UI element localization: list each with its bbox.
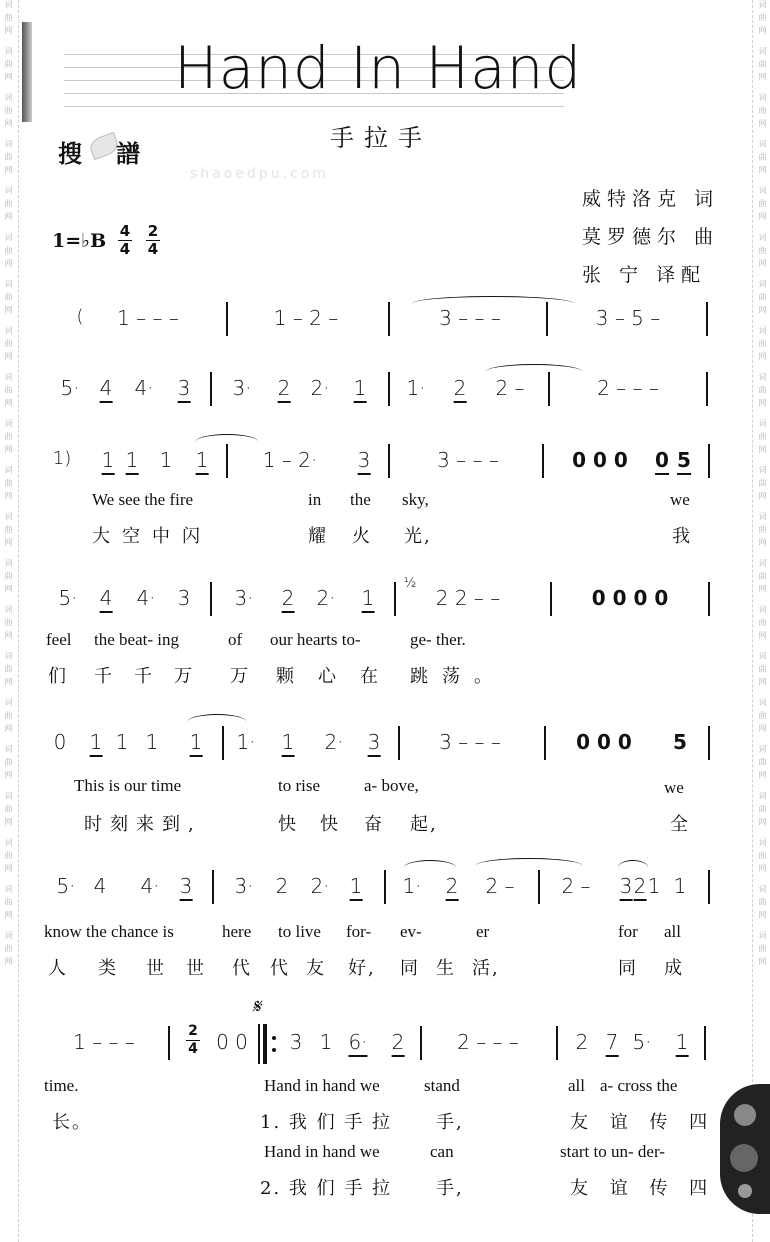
barline bbox=[708, 582, 710, 616]
barline bbox=[708, 444, 710, 478]
barline bbox=[704, 1026, 706, 1060]
note: 0 bbox=[53, 730, 67, 754]
lyric-cn: 友 谊 传 四 bbox=[570, 1112, 716, 1133]
song-title: Hand In Hand bbox=[174, 34, 583, 102]
lyric-en: know the chance is bbox=[44, 922, 174, 941]
lyric-en: start to un- der- bbox=[560, 1142, 665, 1161]
note: 2 bbox=[278, 376, 291, 403]
lyric-en: a- cross the bbox=[600, 1076, 678, 1095]
logo-site: shaoedpu.com bbox=[190, 166, 329, 182]
barline bbox=[226, 302, 228, 336]
time-signature-change: 2 4 bbox=[186, 1024, 200, 1057]
note: 1 bbox=[282, 730, 295, 757]
note: 2· bbox=[324, 730, 344, 754]
lyric-cn: 光, bbox=[404, 526, 432, 547]
lyric-cn: 全 bbox=[670, 814, 690, 835]
note: 1 bbox=[90, 730, 103, 757]
barline bbox=[210, 372, 212, 406]
lyric-cn: 友 bbox=[306, 958, 326, 979]
note: 1 bbox=[115, 730, 129, 754]
lyric-en: can bbox=[430, 1142, 454, 1161]
barline bbox=[388, 444, 390, 478]
note: 5· bbox=[56, 874, 76, 898]
right-edge-line bbox=[752, 0, 754, 1242]
note: 1 bbox=[647, 874, 661, 898]
note-group: 3 – – – bbox=[439, 730, 501, 754]
lyric-en: all bbox=[664, 922, 681, 941]
note: 3 bbox=[358, 448, 371, 475]
note: 5· bbox=[632, 1030, 652, 1054]
note: 4· bbox=[136, 586, 156, 610]
lyric-en: feel bbox=[46, 630, 72, 649]
note: 4· bbox=[134, 376, 154, 400]
lyric-cn: 活, bbox=[472, 958, 500, 979]
key-signature: 1=♭B bbox=[52, 230, 107, 252]
barline bbox=[708, 870, 710, 904]
note: 1 bbox=[196, 448, 209, 475]
barline bbox=[550, 582, 552, 616]
barline bbox=[546, 302, 548, 336]
page-corner-shadow bbox=[22, 22, 32, 122]
lyric-en: sky, bbox=[402, 490, 429, 509]
note-group: 2 – bbox=[495, 376, 525, 400]
lyric-en: ev- bbox=[400, 922, 422, 941]
lyric-cn: 我 bbox=[672, 526, 692, 547]
repeat-paren: 1) bbox=[52, 448, 72, 469]
note: 1 bbox=[354, 376, 367, 403]
barline bbox=[168, 1026, 170, 1060]
barline bbox=[542, 444, 544, 478]
note: 2 bbox=[282, 586, 295, 613]
lyric-en: our hearts to- bbox=[270, 630, 361, 649]
barline bbox=[706, 302, 708, 336]
note: 2 bbox=[454, 376, 467, 403]
note: 1 bbox=[350, 874, 363, 901]
lyric-cn: 成 bbox=[664, 958, 684, 979]
tie-slur bbox=[404, 860, 456, 875]
barline bbox=[210, 582, 212, 616]
tie-slur bbox=[476, 858, 582, 873]
lyric-cn: 世 bbox=[146, 958, 166, 979]
time-signature-4-4: 4 4 bbox=[119, 222, 131, 258]
lyric-cn: 1. 我 们 手 拉 bbox=[260, 1112, 393, 1133]
side-watermark-left: 词曲网 词曲网 词曲网 词曲网 词曲网 词曲网 词曲网 词曲网 词曲网 词曲网 词曲网 词曲网 词曲网 词曲网 词曲网 词曲网 词曲网 词曲网 词曲网 词曲网 词曲网 bbox=[4, 0, 13, 970]
note: 3 bbox=[177, 586, 191, 610]
lyric-en: ge- ther. bbox=[410, 630, 466, 649]
note: 7 bbox=[606, 1030, 619, 1057]
note-group: 1 – – – bbox=[117, 306, 179, 330]
barline bbox=[222, 726, 224, 760]
note: 5 bbox=[677, 448, 691, 475]
note: 0 bbox=[655, 448, 669, 475]
lyric-en: of bbox=[228, 630, 243, 649]
barline bbox=[394, 582, 396, 616]
lyric-en: er bbox=[476, 922, 490, 941]
note: 2· bbox=[310, 376, 330, 400]
barline bbox=[388, 302, 390, 336]
note: 3· bbox=[234, 586, 254, 610]
lyric-cn: 世 bbox=[186, 958, 206, 979]
barline bbox=[544, 726, 546, 760]
note-group: 2 – – – bbox=[597, 376, 659, 400]
lyric-en: This is our time bbox=[74, 776, 182, 795]
barline bbox=[212, 870, 214, 904]
lyric-en: Hand in hand we bbox=[264, 1142, 380, 1161]
composer-credit: 莫罗德尔 曲 bbox=[582, 226, 720, 248]
repeat-paren: ( bbox=[76, 306, 84, 327]
note: 4 bbox=[93, 874, 107, 898]
lyric-en: for bbox=[618, 922, 638, 941]
note: 2 bbox=[575, 1030, 589, 1054]
note: 3 bbox=[180, 874, 193, 901]
lyric-cn: 同 bbox=[618, 958, 638, 979]
note: 1 bbox=[102, 448, 115, 475]
lyric-en: we bbox=[664, 778, 684, 797]
lyric-en: here bbox=[222, 922, 252, 941]
note-group: 3 – – – bbox=[437, 448, 499, 472]
repeat-dot bbox=[272, 1048, 276, 1052]
note-group: 0 0 0 0 bbox=[591, 586, 669, 610]
note: 1 bbox=[126, 448, 139, 475]
repeat-dot bbox=[272, 1036, 276, 1040]
lyric-cn: 手, bbox=[436, 1112, 464, 1133]
lyric-cn: 生 bbox=[436, 958, 456, 979]
lyric-cn: 人 bbox=[48, 958, 68, 979]
barline bbox=[398, 726, 400, 760]
lyric-cn: 们 bbox=[48, 666, 68, 687]
barline bbox=[538, 870, 540, 904]
lyric-en: for- bbox=[346, 922, 372, 941]
barline bbox=[420, 1026, 422, 1060]
lyric-cn: 友 谊 传 四 bbox=[570, 1178, 716, 1199]
note: 4· bbox=[140, 874, 160, 898]
note: 2 bbox=[634, 874, 647, 901]
lyric-cn: 时刻来到, bbox=[84, 814, 202, 835]
lyric-cn: 快 bbox=[320, 814, 340, 835]
note: 1 bbox=[319, 1030, 333, 1054]
lyric-cn: 奋 bbox=[364, 814, 384, 835]
translator-credit: 张 宁 译配 bbox=[582, 264, 707, 286]
note: 3· bbox=[232, 376, 252, 400]
lyric-en: the bbox=[350, 490, 371, 509]
lyric-cn: 跳荡。 bbox=[410, 666, 506, 687]
lyric-cn: 万 bbox=[230, 666, 250, 687]
tie-slur bbox=[618, 860, 648, 875]
lyric-cn: 快 bbox=[278, 814, 298, 835]
note: 2 bbox=[392, 1030, 405, 1057]
repeat-barline-thick bbox=[263, 1024, 267, 1064]
note: 1· bbox=[406, 376, 426, 400]
note: 1· bbox=[402, 874, 422, 898]
side-watermark-right: 词曲网 词曲网 词曲网 词曲网 词曲网 词曲网 词曲网 词曲网 词曲网 词曲网 词曲网 词曲网 词曲网 词曲网 词曲网 词曲网 词曲网 词曲网 词曲网 词曲网 词曲网 bbox=[758, 0, 767, 970]
note: 3 bbox=[289, 1030, 303, 1054]
note-group: 3 – 5 – bbox=[595, 306, 661, 330]
note: 3· bbox=[234, 874, 254, 898]
tie-slur bbox=[188, 714, 246, 729]
note: 2· bbox=[316, 586, 336, 610]
note: 1 bbox=[362, 586, 375, 613]
lyric-en: the beat- ing bbox=[94, 630, 179, 649]
lyric-cn: 代 bbox=[270, 958, 290, 979]
lyric-cn: 耀 bbox=[308, 526, 328, 547]
note: 2· bbox=[310, 874, 330, 898]
lyric-cn: 千 bbox=[94, 666, 114, 687]
lyric-cn: 万 bbox=[174, 666, 194, 687]
note-group: 2 2 – – bbox=[435, 586, 501, 610]
lyric-cn: 2. 我 们 手 拉 bbox=[260, 1178, 393, 1199]
header-staff-line bbox=[64, 106, 564, 107]
lyric-en: a- bove, bbox=[364, 776, 419, 795]
note-group: 2 – bbox=[561, 874, 591, 898]
lyric-en: to live bbox=[278, 922, 321, 941]
corner-decoration bbox=[720, 1084, 770, 1214]
logo-char-right: 譜 bbox=[116, 139, 140, 168]
note: 4 bbox=[100, 586, 113, 613]
segno-sign: 𝄋 bbox=[252, 994, 261, 1018]
note: 1 bbox=[673, 874, 687, 898]
note: 2 bbox=[446, 874, 459, 901]
lyric-cn: 颗 bbox=[276, 666, 296, 687]
left-edge-line bbox=[18, 0, 20, 1242]
note: 2 bbox=[275, 874, 289, 898]
note: 4 bbox=[100, 376, 113, 403]
note: 6· bbox=[348, 1030, 367, 1057]
lyric-cn: 代 bbox=[232, 958, 252, 979]
lyric-en: Hand in hand we bbox=[264, 1076, 380, 1095]
lyric-cn: 手, bbox=[436, 1178, 464, 1199]
barline bbox=[384, 870, 386, 904]
note: 3 bbox=[368, 730, 381, 757]
barline bbox=[226, 444, 228, 478]
lyric-en: time. bbox=[44, 1076, 79, 1095]
grace-note: ½ bbox=[403, 576, 417, 591]
note-group: 1 – 2· bbox=[262, 448, 318, 472]
note: 3 bbox=[178, 376, 191, 403]
barline bbox=[388, 372, 390, 406]
lyric-en: We see the fire bbox=[92, 490, 194, 509]
lyric-en: in bbox=[308, 490, 322, 509]
lyric-en: to rise bbox=[278, 776, 321, 795]
lyric-cn: 在 bbox=[360, 666, 380, 687]
note-group: 3 – – – bbox=[439, 306, 501, 330]
note-group: 1 – 2 – bbox=[273, 306, 339, 330]
lyric-cn: 大空中闪 bbox=[92, 526, 212, 547]
note: 5 bbox=[673, 730, 687, 754]
lyric-en: all bbox=[568, 1076, 585, 1095]
time-signature-2-4: 2 4 bbox=[147, 222, 159, 258]
barline bbox=[706, 372, 708, 406]
logo-char-left: 搜 bbox=[58, 139, 82, 168]
note-group: 0 0 bbox=[216, 1030, 248, 1054]
barline bbox=[556, 1026, 558, 1060]
note: 1 bbox=[145, 730, 159, 754]
note: 1 bbox=[159, 448, 173, 472]
lyric-cn: 好, bbox=[348, 958, 376, 979]
note-group: 1 – – – bbox=[73, 1030, 135, 1054]
song-subtitle: 手拉手 bbox=[330, 124, 432, 152]
lyric-cn: 起, bbox=[410, 814, 438, 835]
note-group: 2 – – – bbox=[457, 1030, 519, 1054]
lyric-cn: 类 bbox=[98, 958, 118, 979]
note: 5· bbox=[58, 586, 78, 610]
note-group: 0 0 0 bbox=[572, 448, 628, 472]
note: 3 bbox=[620, 874, 633, 901]
lyric-cn: 心 bbox=[318, 666, 338, 687]
note: 5· bbox=[60, 376, 80, 400]
lyric-en: stand bbox=[424, 1076, 460, 1095]
note: 1 bbox=[676, 1030, 689, 1057]
note: 1· bbox=[236, 730, 256, 754]
barline bbox=[708, 726, 710, 760]
note-group: 0 0 0 bbox=[576, 730, 632, 754]
note-group: 2 – bbox=[485, 874, 515, 898]
note: 1 bbox=[190, 730, 203, 757]
lyric-cn: 同 bbox=[400, 958, 420, 979]
barline bbox=[548, 372, 550, 406]
lyric-cn: 长。 bbox=[52, 1112, 92, 1133]
repeat-barline bbox=[258, 1024, 260, 1064]
lyric-cn: 火 bbox=[352, 526, 372, 547]
lyric-en: we bbox=[670, 490, 690, 509]
lyricist-credit: 威特洛克 词 bbox=[582, 188, 720, 210]
lyric-cn: 千 bbox=[134, 666, 154, 687]
